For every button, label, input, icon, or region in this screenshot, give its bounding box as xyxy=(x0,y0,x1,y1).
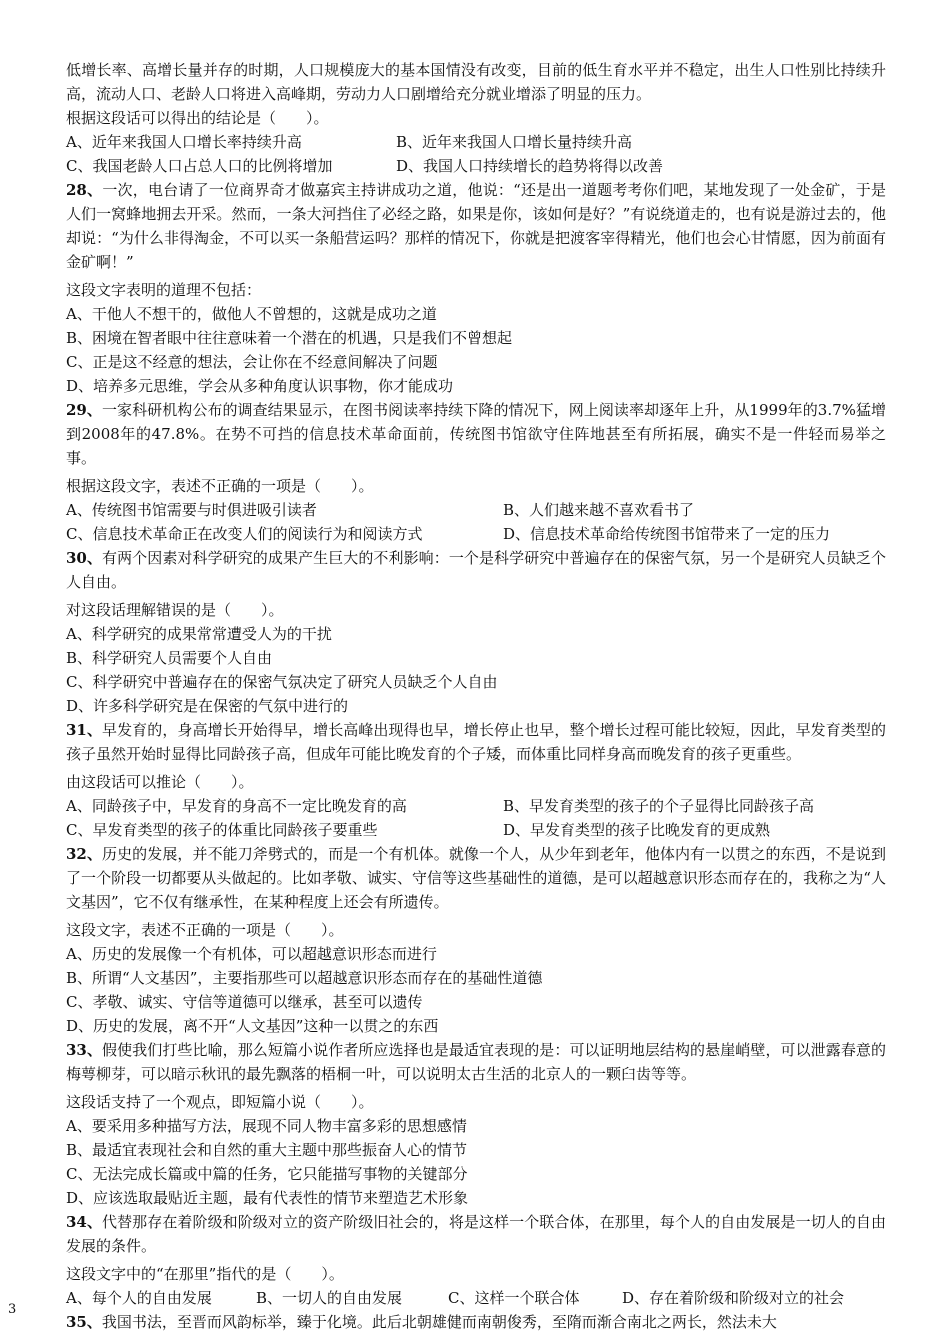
q29-option-c: C、信息技术革命正在改变人们的阅读行为和阅读方式 xyxy=(66,525,423,543)
q29-passage xyxy=(66,398,886,470)
q28-option-d: D、培养多元思维，学会从多种角度认识事物，你才能成功 xyxy=(66,377,454,395)
q33-question: 这段话支持了一个观点，即短篇小说（ ）。 xyxy=(66,1093,374,1111)
q34-question: 这段文字中的“在那里”指代的是（ ）。 xyxy=(66,1265,344,1283)
q33-passage xyxy=(66,1038,886,1086)
q29-option-a: A、传统图书馆需要与时俱进吸引读者 xyxy=(66,501,317,519)
q33-number: 33、 xyxy=(66,1041,103,1059)
q29-options xyxy=(66,498,886,546)
q30-question: 对这段话理解错误的是（ ）。 xyxy=(66,601,284,619)
q32-option-d: D、历史的发展，离不开“人文基因”这种一以贯之的东西 xyxy=(66,1017,439,1035)
intro-question: 根据这段话可以得出的结论是（ ）。 xyxy=(66,109,329,127)
q33-option-a: A、要采用多种描写方法，展现不同人物丰富多彩的思想感情 xyxy=(66,1117,467,1135)
q35-passage xyxy=(66,1310,886,1334)
q31-question: 由这段话可以推论（ ）。 xyxy=(66,773,254,791)
intro-passage: 低增长率、高增长量并存的时期，人口规模庞大的基本国情没有改变，目前的低生育水平并不稳定，出生人口性别比持续升高，流动人口、老龄人口将进入高峰期，劳动力人口剧增给充分就业增添了明显的压力。 xyxy=(66,61,886,103)
intro-options xyxy=(66,130,886,178)
q33-text: 假使我们打些比喻，那么短篇小说作者所应选择也是最适宜表现的是：可以证明地层结构的悬崖峭壁，可以泄露春意的梅萼柳芽，可以暗示秋讯的最先飘落的梧桐一叶，可以说明太古生活的北京人的一颗臼齿等等。 xyxy=(66,1041,886,1083)
intro-option-b: B、近年来我国人口增长量持续升高 xyxy=(396,133,633,151)
q33-option-c: C、无法完成长篇或中篇的任务，它只能描写事物的关键部分 xyxy=(66,1165,468,1183)
q34-option-d: D、存在着阶级和阶级对立的社会 xyxy=(622,1289,845,1307)
q29-question: 根据这段文字，表述不正确的一项是（ ）。 xyxy=(66,477,374,495)
q28-option-c: C、正是这不经意的想法，会让你在不经意间解决了问题 xyxy=(66,353,438,371)
q31-passage xyxy=(66,718,886,766)
q29-number: 29、 xyxy=(66,401,102,419)
intro-option-a: A、近年来我国人口增长率持续升高 xyxy=(66,133,302,151)
q34-options xyxy=(66,1286,886,1310)
document-page xyxy=(66,58,886,1334)
q31-option-c: C、早发育类型的孩子的体重比同龄孩子要重些 xyxy=(66,821,378,839)
q28-number: 28、 xyxy=(66,181,103,199)
intro-option-d: D、我国人口持续增长的趋势将得以改善 xyxy=(396,157,664,175)
q32-text: 历史的发展，并不能刀斧劈式的，而是一个有机体。就像一个人，从少年到老年，他体内有一以贯之的东西，不是说到了一个阶段一切都要从头做起的。比如孝敬、诚实、守信等这些基础性的道德，是可以超越意识形态而存在的，我称之为“人文基因”，它不仅有继承性，在某种程度上还会有所遗传。 xyxy=(66,845,886,911)
q29-option-b: B、人们越来越不喜欢看书了 xyxy=(503,501,695,519)
q31-option-a: A、同龄孩子中，早发育的身高不一定比晚发育的高 xyxy=(66,797,407,815)
intro-option-c: C、我国老龄人口占总人口的比例将增加 xyxy=(66,157,333,175)
q34-option-a: A、每个人的自由发展 xyxy=(66,1289,212,1307)
q28-option-b: B、困境在智者眼中往往意味着一个潜在的机遇，只是我们不曾想起 xyxy=(66,329,513,347)
q28-passage xyxy=(66,178,886,274)
q31-text: 早发育的，身高增长开始得早，增长高峰出现得也早，增长停止也早，整个增长过程可能比较短，因此，早发育类型的孩子虽然开始时显得比同龄孩子高，但成年可能比晚发育的个子矮，而体重比同样身高而晚发育的孩子更重些。 xyxy=(66,721,886,763)
q30-option-c: C、科学研究中普遍存在的保密气氛决定了研究人员缺乏个人自由 xyxy=(66,673,498,691)
q28-text: 一次，电台请了一位商界奇才做嘉宾主持讲成功之道，他说：“还是出一道题考考你们吧，某地发现了一处金矿，于是人们一窝蜂地拥去开采。然而，一条大河挡住了必经之路，如果是你，该如何是好？”有说绕道走的，也有说是游过去的，他却说：“为什么非得淘金，不可以买一条船营运吗？那样的情况下，你就是把渡客宰得精光，他们也会心甘情愿，因为前面有金矿啊！” xyxy=(66,181,886,271)
q34-text: 代替那存在着阶级和阶级对立的资产阶级旧社会的，将是这样一个联合体，在那里，每个人的自由发展是一切人的自由发展的条件。 xyxy=(66,1213,886,1255)
q32-option-b: B、所谓“人文基因”，主要指那些可以超越意识形态而存在的基础性道德 xyxy=(66,969,543,987)
q32-option-a: A、历史的发展像一个有机体，可以超越意识形态而进行 xyxy=(66,945,437,963)
q31-number: 31、 xyxy=(66,721,103,739)
q32-question: 这段文字，表述不正确的一项是（ ）。 xyxy=(66,921,344,939)
q30-passage xyxy=(66,546,886,594)
q29-text: 一家科研机构公布的调查结果显示，在图书阅读率持续下降的情况下，网上阅读率却逐年上升，从1999年的3.7%猛增到2008年的47.8%。在势不可挡的信息技术革命面前，传统图书馆欲守住阵地甚至有所拓展，确实不是一件轻而易举之事。 xyxy=(66,401,887,467)
q31-options xyxy=(66,794,886,842)
q30-text: 有两个因素对科学研究的成果产生巨大的不利影响：一个是科学研究中普遍存在的保密气氛，另一个是研究人员缺乏个人自由。 xyxy=(66,549,886,591)
q28-option-a: A、干他人不想干的，做他人不曾想的，这就是成功之道 xyxy=(66,305,437,323)
q34-passage xyxy=(66,1210,886,1258)
q33-option-d: D、应该选取最贴近主题，最有代表性的情节来塑造艺术形象 xyxy=(66,1189,469,1207)
q30-option-d: D、许多科学研究是在保密的气氛中进行的 xyxy=(66,697,349,715)
q31-option-b: B、早发育类型的孩子的个子显得比同龄孩子高 xyxy=(503,797,815,815)
q33-option-b: B、最适宜表现社会和自然的重大主题中那些振奋人心的情节 xyxy=(66,1141,468,1159)
q31-option-d: D、早发育类型的孩子比晚发育的更成熟 xyxy=(503,821,771,839)
page-number: 3 xyxy=(8,1302,17,1317)
q30-option-a: A、科学研究的成果常常遭受人为的干扰 xyxy=(66,625,332,643)
q28-question: 这段文字表明的道理不包括： xyxy=(66,281,262,299)
q29-option-d: D、信息技术革命给传统图书馆带来了一定的压力 xyxy=(503,525,831,543)
q34-option-b: B、一切人的自由发展 xyxy=(256,1289,403,1307)
q35-number: 35、 xyxy=(66,1313,102,1331)
q32-number: 32、 xyxy=(66,845,103,863)
q34-number: 34、 xyxy=(66,1213,103,1231)
q35-text: 我国书法，至晋而风韵标举，臻于化境。此后北朝雄健而南朝俊秀，至隋而渐合南北之两长，然法未大 xyxy=(101,1313,777,1331)
q32-option-c: C、孝敬、诚实、守信等道德可以继承，甚至可以遗传 xyxy=(66,993,423,1011)
q30-option-b: B、科学研究人员需要个人自由 xyxy=(66,649,273,667)
q34-option-c: C、这样一个联合体 xyxy=(448,1289,580,1307)
q30-number: 30、 xyxy=(66,549,103,567)
q32-passage xyxy=(66,842,886,914)
